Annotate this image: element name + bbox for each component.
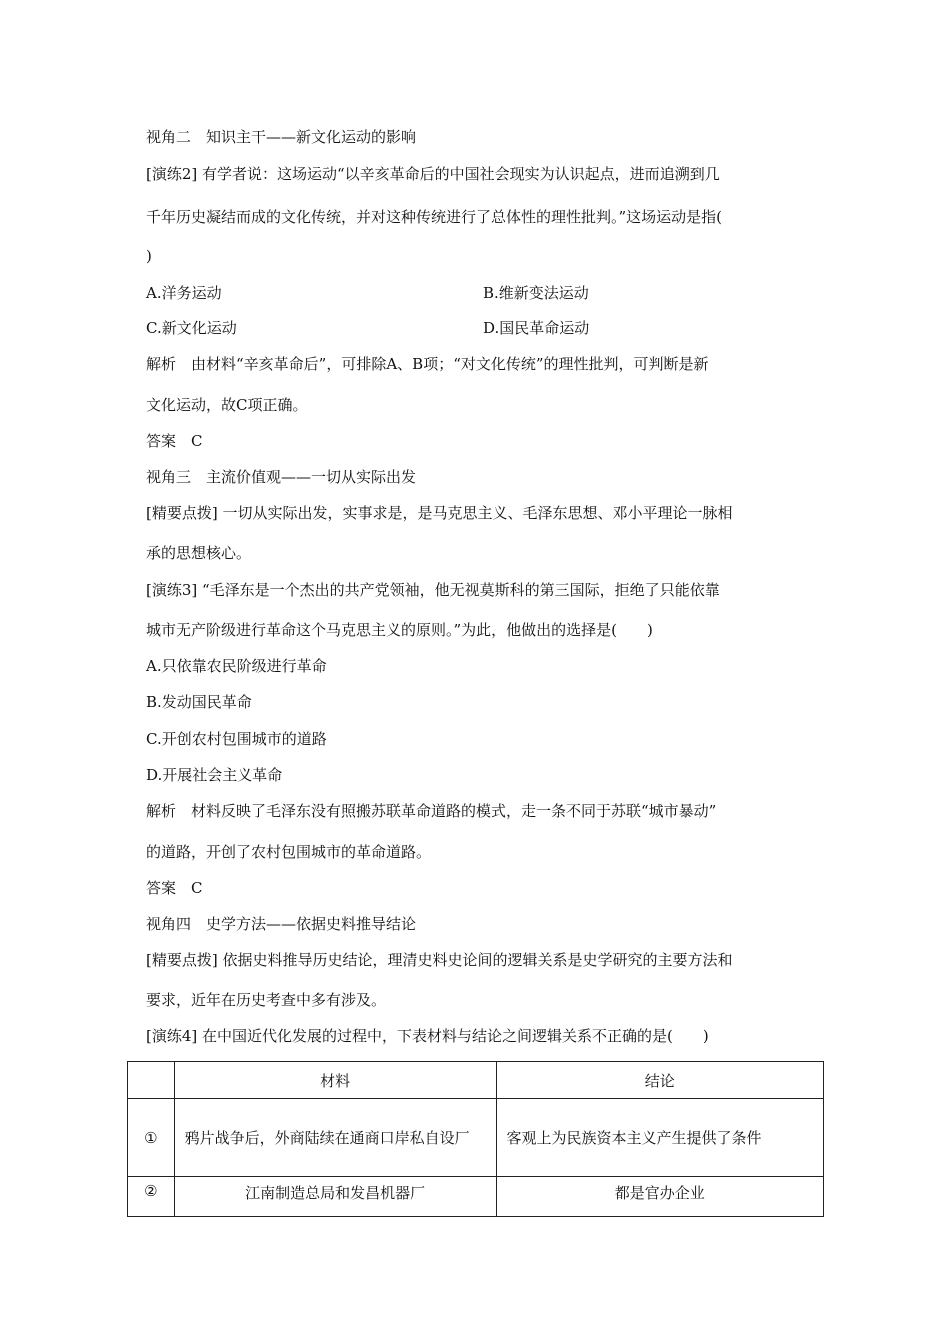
header-cell-blank bbox=[128, 1062, 175, 1099]
tip-3-line-2: 承的思想核心。 bbox=[146, 544, 252, 562]
section-heading-2: 视角二 知识主干——新文化运动的影响 bbox=[146, 128, 417, 146]
analysis-3-line-2: 的道路，开创了农村包围城市的革命道路。 bbox=[146, 843, 432, 861]
exercise-2-line-2: 千年历史凝结而成的文化传统，并对这种传统进行了总体性的理性批判。”这场运动是指( bbox=[146, 208, 723, 226]
exercise-2-line-3: ) bbox=[146, 247, 152, 265]
table-header-row bbox=[128, 1062, 824, 1099]
table-row bbox=[128, 1099, 824, 1177]
analysis-2-line-1: 解析 由材料“辛亥革命后”，可排除A、B项；“对文化传统”的理性批判，可判断是新 bbox=[146, 355, 709, 373]
exercise-3-line-2: 城市无产阶级进行革命这个马克思主义的原则。”为此，他做出的选择是( ) bbox=[146, 621, 653, 639]
option-c: C.新文化运动 bbox=[146, 319, 237, 337]
analysis-2-line-2: 文化运动，故C项正确。 bbox=[146, 396, 308, 414]
answer-3: 答案 C bbox=[146, 879, 203, 897]
row-material: 江南制造总局和发昌机器厂 bbox=[174, 1177, 496, 1217]
exercise-2-line-1: [演练2] 有学者说：这场运动“以辛亥革命后的中国社会现实为认识起点，进而追溯到几 bbox=[146, 165, 720, 183]
section-heading-4: 视角四 史学方法——依据史料推导结论 bbox=[146, 915, 417, 933]
table-row bbox=[128, 1177, 824, 1217]
row-number: ① bbox=[128, 1099, 175, 1177]
row-conclusion: 客观上为民族资本主义产生提供了条件 bbox=[496, 1099, 823, 1177]
section-heading-3: 视角三 主流价值观——一切从实际出发 bbox=[146, 468, 417, 486]
row-material: 鸦片战争后，外商陆续在通商口岸私自设厂 bbox=[174, 1099, 496, 1177]
row-number: ② bbox=[128, 1177, 175, 1217]
material-conclusion-table bbox=[127, 1061, 824, 1217]
option-b: B.维新变法运动 bbox=[483, 284, 589, 302]
analysis-3-line-1: 解析 材料反映了毛泽东没有照搬苏联革命道路的模式，走一条不同于苏联“城市暴动” bbox=[146, 802, 717, 820]
tip-3-line-1: [精要点拨] 一切从实际出发，实事求是，是马克思主义、毛泽东思想、邓小平理论一脉相 bbox=[146, 504, 733, 522]
exercise-4-line-1: [演练4] 在中国近代化发展的过程中，下表材料与结论之间逻辑关系不正确的是( ) bbox=[146, 1027, 709, 1045]
tip-4-line-2: 要求，近年在历史考查中多有涉及。 bbox=[146, 991, 387, 1009]
option-3-b: B.发动国民革命 bbox=[146, 693, 252, 711]
option-d: D.国民革命运动 bbox=[483, 319, 590, 337]
header-cell-conclusion: 结论 bbox=[496, 1062, 823, 1099]
option-3-a: A.只依靠农民阶级进行革命 bbox=[146, 657, 327, 675]
exercise-3-line-1: [演练3] “毛泽东是一个杰出的共产党领袖，他无视莫斯科的第三国际，拒绝了只能依靠 bbox=[146, 581, 720, 599]
answer-2: 答案 C bbox=[146, 432, 203, 450]
option-3-d: D.开展社会主义革命 bbox=[146, 766, 283, 784]
tip-4-line-1: [精要点拨] 依据史料推导历史结论，理清史料史论间的逻辑关系是史学研究的主要方法和 bbox=[146, 951, 733, 969]
option-3-c: C.开创农村包围城市的道路 bbox=[146, 730, 327, 748]
header-cell-material: 材料 bbox=[174, 1062, 496, 1099]
row-conclusion: 都是官办企业 bbox=[496, 1177, 823, 1217]
option-a: A.洋务运动 bbox=[146, 284, 222, 302]
